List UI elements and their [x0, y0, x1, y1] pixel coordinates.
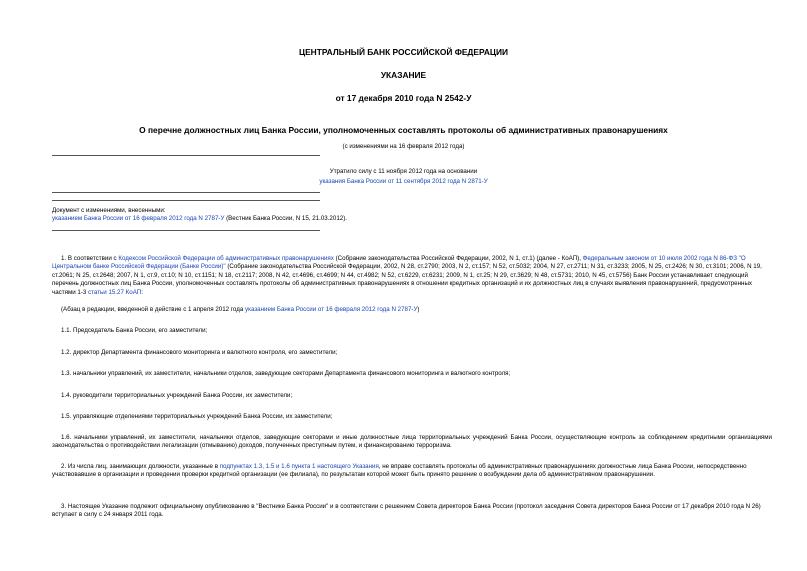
p1-text: (Собрание законодательства Российской Федерации, 2002, N 1, ст.1) (далее - КоАП),: [333, 255, 583, 262]
p1-text: (Собрание законодательства Российской Федерации, 2002, N 28, ст.2790; 2003, N 2, ст.157; N 52, ст.5032; 2004, N 27, ст.2711; N 31, ст.3233; 2005, N 25, ст.2426; N 30, ст.3101; 2006, N 19, ст.2061; N 25, ст.2648; 2007, N 1, ст.9, ст.10; N 10, ст.1151; N 18, ст.2117; 2008, N 42, ст.4696, ст.4699; N 44, ст.4982; N 52, ст.6229, ст.6231; 2009, N 1, ст.25; N 29, ст.3629; N 48, ст.5731; 2010, N 45, ст.5756) Банк России устанавливает следующий перечень должностных лиц Банка России, уполномоченных составлять протоколы об административных правонарушениях в отношении кредитных организаций и их должностных лиц в случаях выявления правонарушений, предусмотренных частями 1-3: [52, 263, 762, 296]
p2-text: 2. Из числа лиц, занимающих должности, указанные в: [61, 463, 220, 470]
federal-law-link[interactable]: Федеральным законом от 10 июля 2002 года N 86-ФЗ "О Центральном банке Российской Федерации (Банке России)": [52, 255, 746, 271]
paragraph-3: 3. Настоящее Указание подлежит официальному опубликованию в "Вестнике Банка России" и в соответствии с решением Совета директоров Банка России (протокол заседания Совета директоров Банка России от 17 декабря 2010 года N 26) вступает в силу с 24 января 2011 года.: [52, 503, 761, 519]
p1-text: 1. В соответствии с: [61, 255, 119, 262]
paragraph-1: [52, 255, 772, 297]
divider: [52, 200, 320, 201]
divider: [52, 192, 320, 193]
doctype-heading: УКАЗАНИЕ: [380, 70, 427, 80]
p2-text: , не вправе составлять протоколы об административных правонарушениях должностные лица Банка России, непосредственно участвовавшие в организации и проведении проверки кредитной организации (ее филиала), по результатам которой может быть принято решение о возбуждении дела об административном правонарушении.: [52, 463, 747, 479]
status-line: Утратило силу с 11 ноября 2012 года на основании: [329, 168, 478, 175]
amendment-link[interactable]: указанием Банка России от 16 февраля 2012 года N 2787-У: [245, 306, 418, 313]
org-heading: ЦЕНТРАЛЬНЫЙ БАНК РОССИЙСКОЙ ФЕДЕРАЦИИ: [298, 47, 509, 57]
edition-note: (с изменениями на 16 февраля 2012 года): [342, 143, 465, 150]
changes-source: (Вестник Банка России, N 15, 21.03.2012).: [224, 215, 347, 223]
changes-line: [52, 215, 752, 223]
koap-link[interactable]: Кодексом Российской Федерации об административных правонарушениях: [118, 255, 334, 262]
list-item: 1.2. директор Департамента финансового мониторинга и валютного контроля, его заместители;: [61, 349, 338, 356]
note-text: (Абзац в редакции, введенной в действие с 1 апреля 2012 года: [61, 306, 246, 313]
subclauses-link[interactable]: подпунктах 1.3, 1.5 и 1.6 пункта 1 настоящего Указания: [219, 463, 379, 470]
date-heading: от 17 декабря 2010 года N 2542-У: [335, 93, 472, 103]
list-item: 1.3. начальники управлений, их заместители, начальники отделов, заведующие секторами Департамента финансового мониторинга и валютного контроля;: [61, 370, 511, 377]
paragraph-2: [52, 463, 772, 480]
document-title: О перечне должностных лиц Банка России, уполномоченных составлять протоколы об административных правонарушениях: [139, 125, 668, 135]
divider: [52, 230, 320, 231]
note-text: ): [417, 306, 420, 313]
paragraph-1-note: [61, 306, 772, 314]
list-item: 1.6. начальники управлений, их заместители, начальники отделов, заведующие секторами и иные должностные лица территориальных учреждений Банка России, осуществляющие контроль за соблюдением кредитными организациями законодательства о противодействии легализации (отмыванию) доходов, полученных преступным путем, и финансированию терроризма.: [52, 434, 772, 450]
list-item: 1.5. управляющие отделениями территориальных учреждений Банка России, их заместители;: [61, 413, 333, 420]
list-item: 1.1. Председатель Банка России, его заместители;: [61, 327, 208, 334]
changes-block: [52, 207, 752, 223]
p1-text: :: [141, 288, 143, 296]
repeal-link[interactable]: указания Банка России от 11 сентября 2012 года N 2871-У: [319, 178, 488, 185]
article-link[interactable]: статьи 15.27 КоАП: [88, 288, 142, 296]
divider: [52, 155, 320, 156]
list-item: 1.4. руководители территориальных учреждений Банка России, их заместители;: [61, 392, 293, 399]
changes-label: Документ с изменениями, внесенными:: [52, 207, 166, 214]
amendment-link[interactable]: указанием Банка России от 16 февраля 2012 года N 2787-У: [52, 215, 225, 223]
